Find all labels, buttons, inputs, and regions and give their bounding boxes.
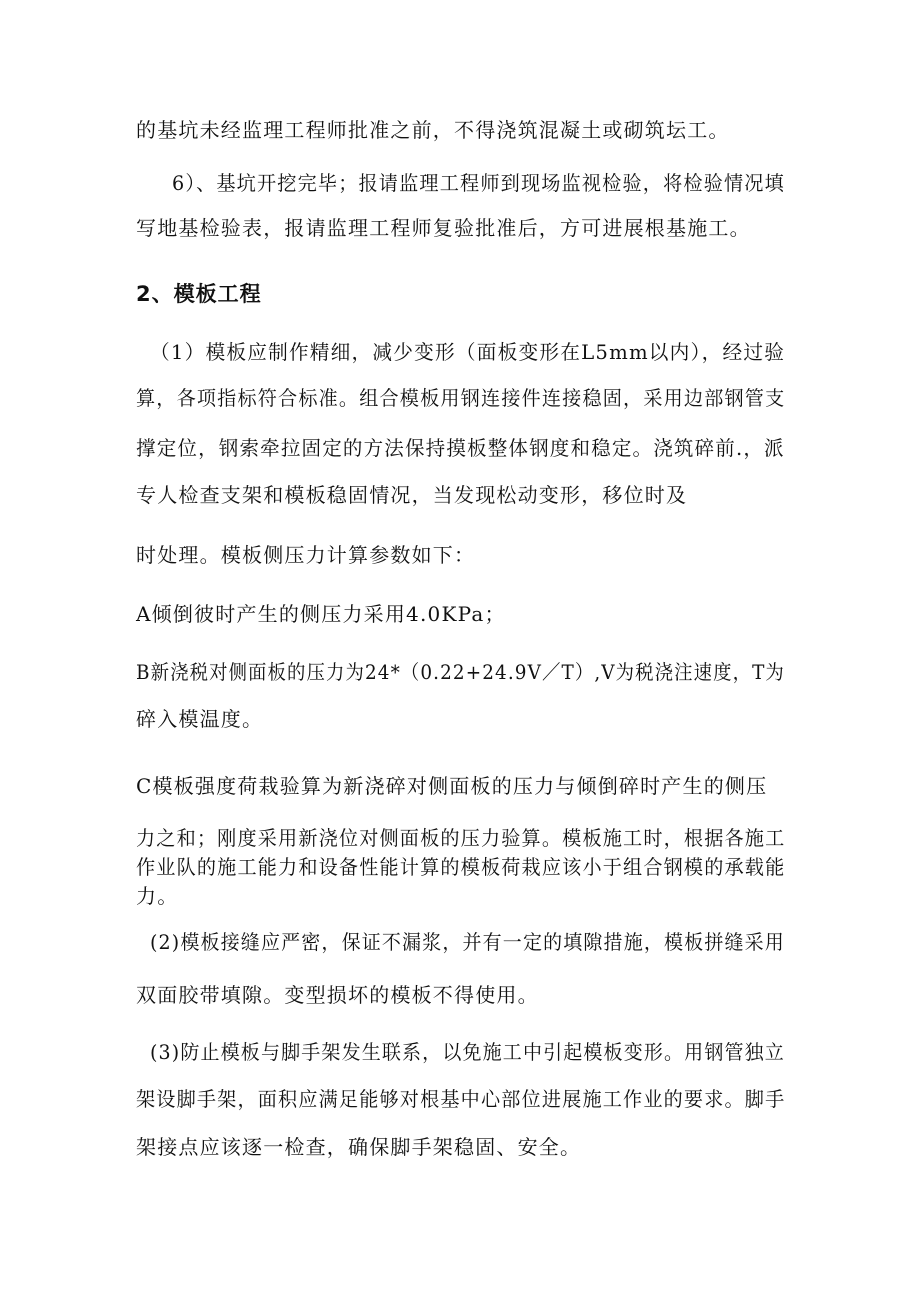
text-line: 撑定位，钢索牵拉固定的方法保持摸板整体钢度和稳定。浇筑碎前.，派 — [136, 436, 785, 460]
text-line: 时处理。模板侧压力计算参数如下： — [136, 543, 476, 567]
text-line: B新浇税对侧面板的压力为24*（0.22+24.9V／T）,V为税浇注速度，T为 — [136, 660, 785, 684]
text-line: (2)模板接缝应严密，保证不漏浆，并有一定的填隙措施，模板拼缝采用 — [150, 930, 785, 954]
text-line: 双面胶带填隙。变型损坏的模板不得使用。 — [136, 983, 539, 1007]
text-line: 力之和；刚度采用新浇位对侧面板的压力验算。模板施工时，根据各施工 — [136, 826, 786, 850]
text-line: 架设脚手架，面积应满足能够对根基中心部位进展施工作业的要求。脚手 — [136, 1087, 786, 1111]
text-line: 作业队的施工能力和设备性能计算的模板荷栽应该小于组合钢模的承载能 — [136, 855, 786, 879]
text-line: 力。 — [136, 884, 179, 908]
text-line: 算，各项指标符合标准。组合模板用钢连接件连接稳固，采用边部钢管支 — [136, 386, 786, 410]
section-heading: 2、模板工程 — [136, 282, 262, 306]
text-line: 专人检查支架和模板稳固情况，当发现松动变形，移位时及 — [136, 483, 688, 507]
text-line: 写地基检验表，报请监理工程师复验批准后，方可进展根基施工。 — [136, 216, 751, 240]
text-line: 架接点应该逐一检查，确保脚手架稳固、安全。 — [136, 1135, 582, 1159]
text-line: 的基坑未经监理工程师批准之前，不得浇筑混凝土或砌筑坛工。 — [136, 118, 730, 142]
text-line: (3)防止模板与脚手架发生联系，以免施工中引起模板变形。用钢管独立 — [150, 1040, 785, 1064]
text-line: C模板强度荷栽验算为新浇碎对侧面板的压力与倾倒碎时产生的侧压 — [136, 774, 768, 798]
text-line: （1）模板应制作精细，减少变形（面板变形在L5mm以内），经过验 — [150, 340, 786, 364]
text-line: A倾倒彼时产生的侧压力采用4.0KPa； — [136, 602, 506, 626]
text-line: 碎入模温度。 — [136, 707, 264, 731]
text-line: 6）、基坑开挖完毕；报请监理工程师到现场监视检验，将检验情况填 — [172, 171, 785, 195]
